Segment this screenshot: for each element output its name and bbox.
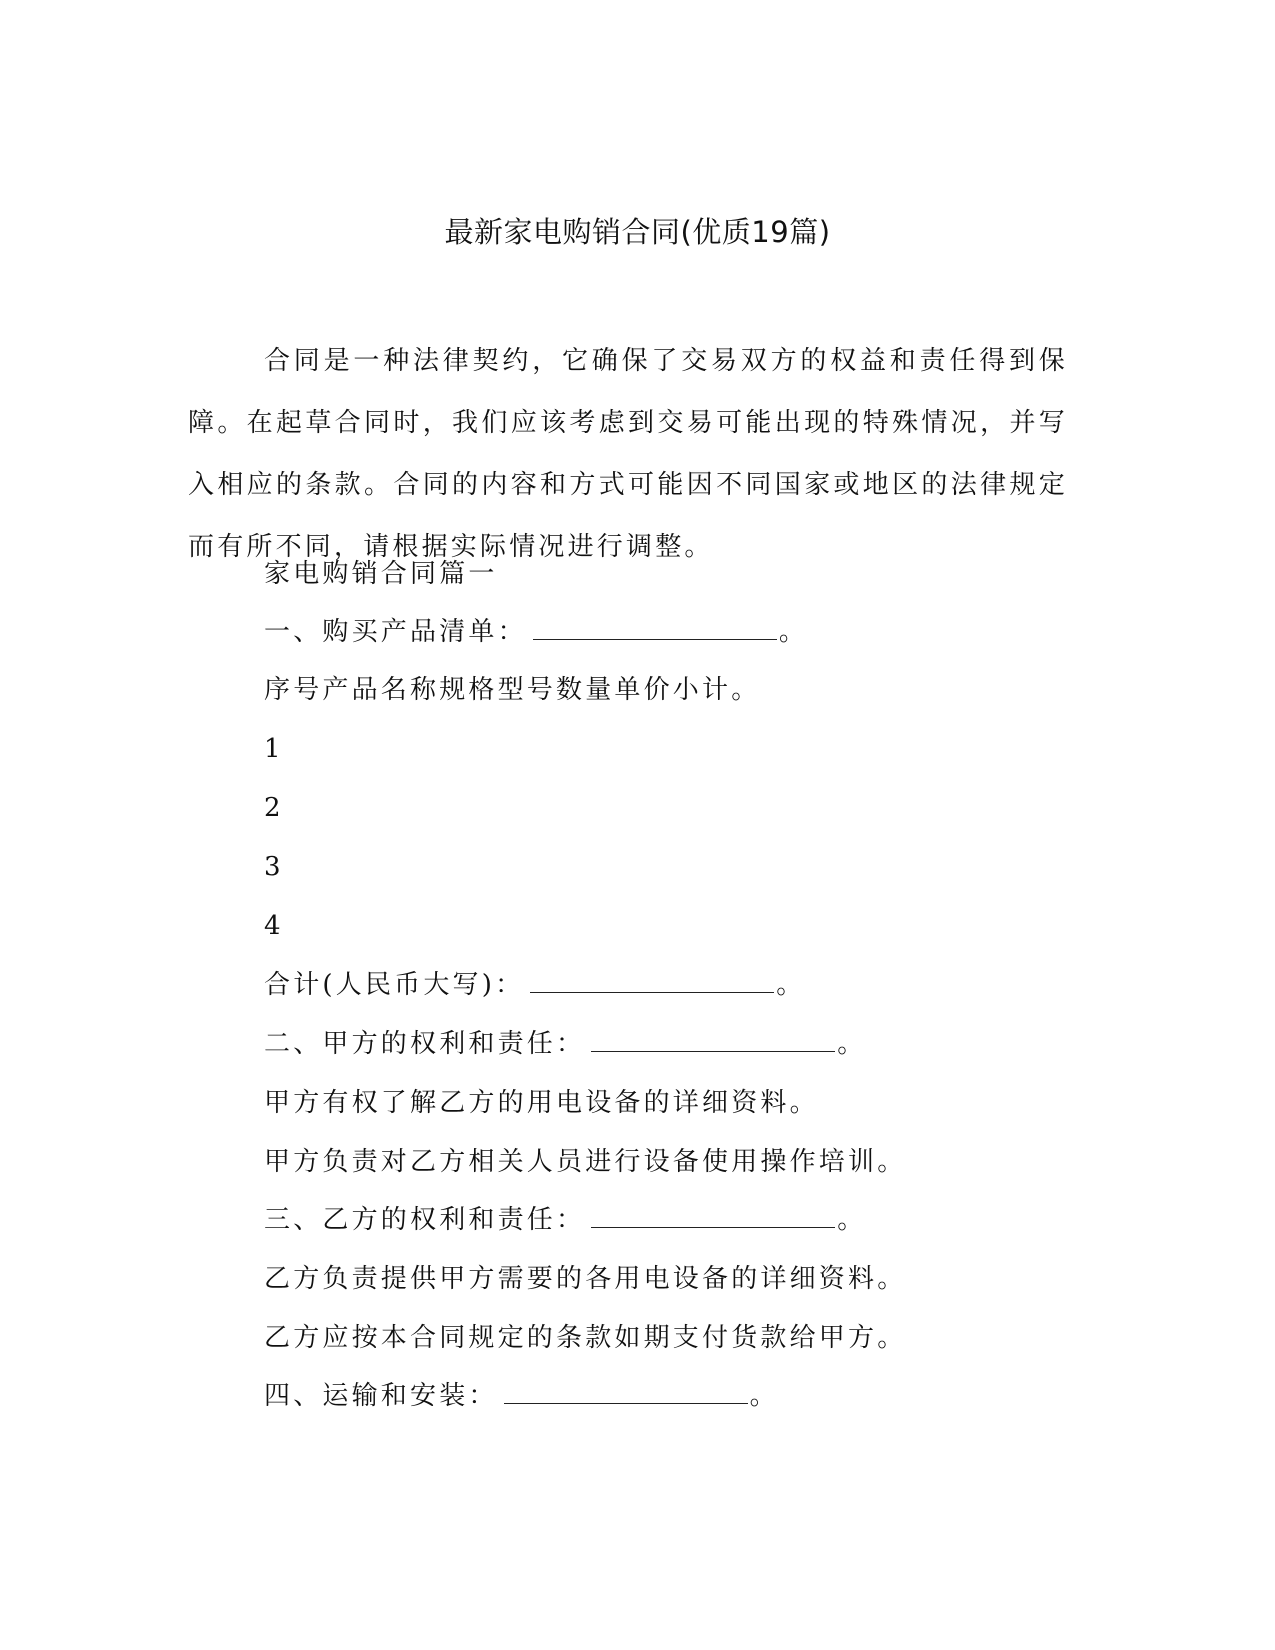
fill-blank-1 <box>533 613 777 640</box>
item-3-end: 。 <box>837 1205 867 1235</box>
total-label: 合计(人民币大写)： <box>264 970 525 1000</box>
item-4-label: 四、运输和安装： <box>264 1381 498 1411</box>
item-4-transport <box>264 1376 779 1416</box>
item-1-end: 。 <box>778 617 809 647</box>
party-a-clause-2: 甲方负责对乙方相关人员进行设备使用操作培训。 <box>264 1147 907 1177</box>
section-heading: 家电购销合同篇一 <box>264 559 498 589</box>
intro-paragraph: 合同是一种法律契约，它确保了交易双方的权益和责任得到保障。在起草合同时，我们应该考虑到交易可能出现的特殊情况，并写入相应的条款。合同的内容和方式可能因不同国家或地区的法律规定而有所不同，请根据实际情况进行调整。 <box>188 346 1068 562</box>
row-number-2: 2 <box>264 793 281 823</box>
fill-blank-3 <box>591 1201 835 1228</box>
row-number-3: 3 <box>264 852 281 882</box>
item-1-label: 一、购买产品清单： <box>264 617 527 647</box>
table-header-line: 序号产品名称规格型号数量单价小计。 <box>264 675 761 705</box>
fill-blank-2 <box>591 1025 835 1052</box>
fill-blank-total <box>530 966 774 993</box>
party-b-clause-1: 乙方负责提供甲方需要的各用电设备的详细资料。 <box>264 1264 907 1294</box>
party-a-clause-1: 甲方有权了解乙方的用电设备的详细资料。 <box>264 1088 819 1118</box>
item-2-party-a <box>264 1024 866 1064</box>
party-b-clause-2: 乙方应按本合同规定的条款如期支付货款给甲方。 <box>264 1323 907 1353</box>
item-2-end: 。 <box>837 1029 867 1059</box>
item-2-label: 二、甲方的权利和责任： <box>264 1029 586 1059</box>
document-title: 最新家电购销合同(优质19篇) <box>444 215 831 249</box>
row-number-4: 4 <box>264 911 281 941</box>
item-1-purchase-list <box>264 612 808 652</box>
fill-blank-4 <box>504 1377 748 1404</box>
item-3-label: 三、乙方的权利和责任： <box>264 1205 586 1235</box>
row-number-1: 1 <box>264 734 281 764</box>
item-3-party-b <box>264 1200 866 1240</box>
total-line <box>264 965 806 1005</box>
total-end: 。 <box>776 970 806 1000</box>
item-4-end: 。 <box>749 1381 779 1411</box>
